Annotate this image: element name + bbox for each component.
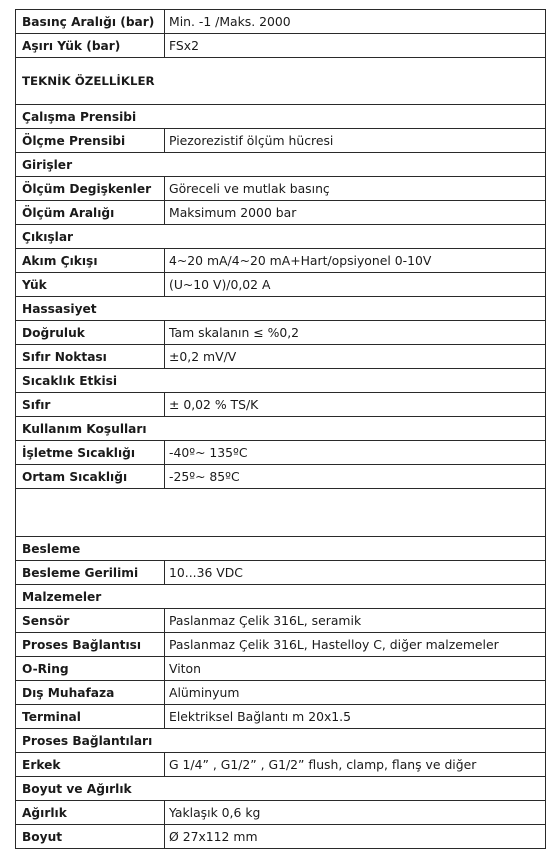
spec-value: Elektriksel Bağlantı m 20x1.5 <box>165 705 546 729</box>
section-header: Girişler <box>16 153 546 177</box>
section-header: Proses Bağlantıları <box>16 729 546 753</box>
section-header-row <box>16 585 546 609</box>
spec-label: Aşırı Yük (bar) <box>16 34 165 58</box>
section-header: Boyut ve Ağırlık <box>16 777 546 801</box>
section-header-row <box>16 105 546 129</box>
spec-label: Akım Çıkışı <box>16 249 165 273</box>
spec-label: Ortam Sıcaklığı <box>16 465 165 489</box>
section-header-row <box>16 417 546 441</box>
spec-label: Sensör <box>16 609 165 633</box>
spec-row <box>16 441 546 465</box>
spec-row <box>16 657 546 681</box>
section-header-row <box>16 369 546 393</box>
spec-value: G 1/4” , G1/2” , G1/2” flush, clamp, flanş ve diğer <box>165 753 546 777</box>
spec-label: Ölçüm Aralığı <box>16 201 165 225</box>
spec-row <box>16 753 546 777</box>
spec-row <box>16 321 546 345</box>
section-header: Kullanım Koşulları <box>16 417 546 441</box>
spec-row <box>16 249 546 273</box>
section-header: Besleme <box>16 537 546 561</box>
spec-row <box>16 633 546 657</box>
spec-value: Paslanmaz Çelik 316L, Hastelloy C, diğer malzemeler <box>165 633 546 657</box>
spec-row <box>16 465 546 489</box>
spec-value: Viton <box>165 657 546 681</box>
spec-label: Boyut <box>16 825 165 849</box>
spec-row <box>16 393 546 417</box>
spec-label: Erkek <box>16 753 165 777</box>
spec-value: Piezorezistif ölçüm hücresi <box>165 129 546 153</box>
spec-label: Sıfır <box>16 393 165 417</box>
spec-label: O-Ring <box>16 657 165 681</box>
spec-label: Terminal <box>16 705 165 729</box>
spec-value: Yaklaşık 0,6 kg <box>165 801 546 825</box>
spec-label: Doğruluk <box>16 321 165 345</box>
spec-value: FSx2 <box>165 34 546 58</box>
spec-row <box>16 801 546 825</box>
spec-value: Tam skalanın ≤ %0,2 <box>165 321 546 345</box>
spec-label: Proses Bağlantısı <box>16 633 165 657</box>
spec-label: Yük <box>16 273 165 297</box>
spec-row <box>16 10 546 34</box>
spec-row <box>16 201 546 225</box>
spec-label: Besleme Gerilimi <box>16 561 165 585</box>
spec-value: Ø 27x112 mm <box>165 825 546 849</box>
spec-table-body <box>16 10 546 849</box>
spec-value: 10...36 VDC <box>165 561 546 585</box>
blank-row <box>16 489 546 537</box>
spec-row <box>16 825 546 849</box>
spec-value: Alüminyum <box>165 681 546 705</box>
section-header: Çalışma Prensibi <box>16 105 546 129</box>
blank-cell <box>16 489 546 537</box>
spec-row <box>16 705 546 729</box>
section-header: Malzemeler <box>16 585 546 609</box>
section-header-row <box>16 297 546 321</box>
section-header: Sıcaklık Etkisi <box>16 369 546 393</box>
spec-label: Dış Muhafaza <box>16 681 165 705</box>
spec-table <box>15 9 546 849</box>
spec-label: Basınç Aralığı (bar) <box>16 10 165 34</box>
section-header-row <box>16 729 546 753</box>
spec-value: Min. -1 /Maks. 2000 <box>165 10 546 34</box>
spec-row <box>16 681 546 705</box>
spec-value: Paslanmaz Çelik 316L, seramik <box>165 609 546 633</box>
spec-row <box>16 609 546 633</box>
spec-row <box>16 129 546 153</box>
spec-row <box>16 345 546 369</box>
spec-value: 4~20 mA/4~20 mA+Hart/opsiyonel 0-10V <box>165 249 546 273</box>
section-header-row <box>16 58 546 105</box>
section-header-row <box>16 225 546 249</box>
spec-value: Maksimum 2000 bar <box>165 201 546 225</box>
spec-label: Ölçme Prensibi <box>16 129 165 153</box>
section-header-row <box>16 777 546 801</box>
spec-label: Sıfır Noktası <box>16 345 165 369</box>
section-header: Hassasiyet <box>16 297 546 321</box>
section-header-row <box>16 537 546 561</box>
spec-row <box>16 177 546 201</box>
spec-value: Göreceli ve mutlak basınç <box>165 177 546 201</box>
spec-value: (U~10 V)/0,02 A <box>165 273 546 297</box>
spec-value: -40º~ 135ºC <box>165 441 546 465</box>
spec-label: Ölçüm Degişkenler <box>16 177 165 201</box>
spec-label: Ağırlık <box>16 801 165 825</box>
section-header-row <box>16 153 546 177</box>
spec-row <box>16 273 546 297</box>
spec-value: ± 0,02 % TS/K <box>165 393 546 417</box>
spec-row <box>16 561 546 585</box>
spec-value: ±0,2 mV/V <box>165 345 546 369</box>
spec-row <box>16 34 546 58</box>
section-header: TEKNİK ÖZELLİKLER <box>16 58 546 105</box>
spec-label: İşletme Sıcaklığı <box>16 441 165 465</box>
spec-value: -25º~ 85ºC <box>165 465 546 489</box>
section-header: Çıkışlar <box>16 225 546 249</box>
